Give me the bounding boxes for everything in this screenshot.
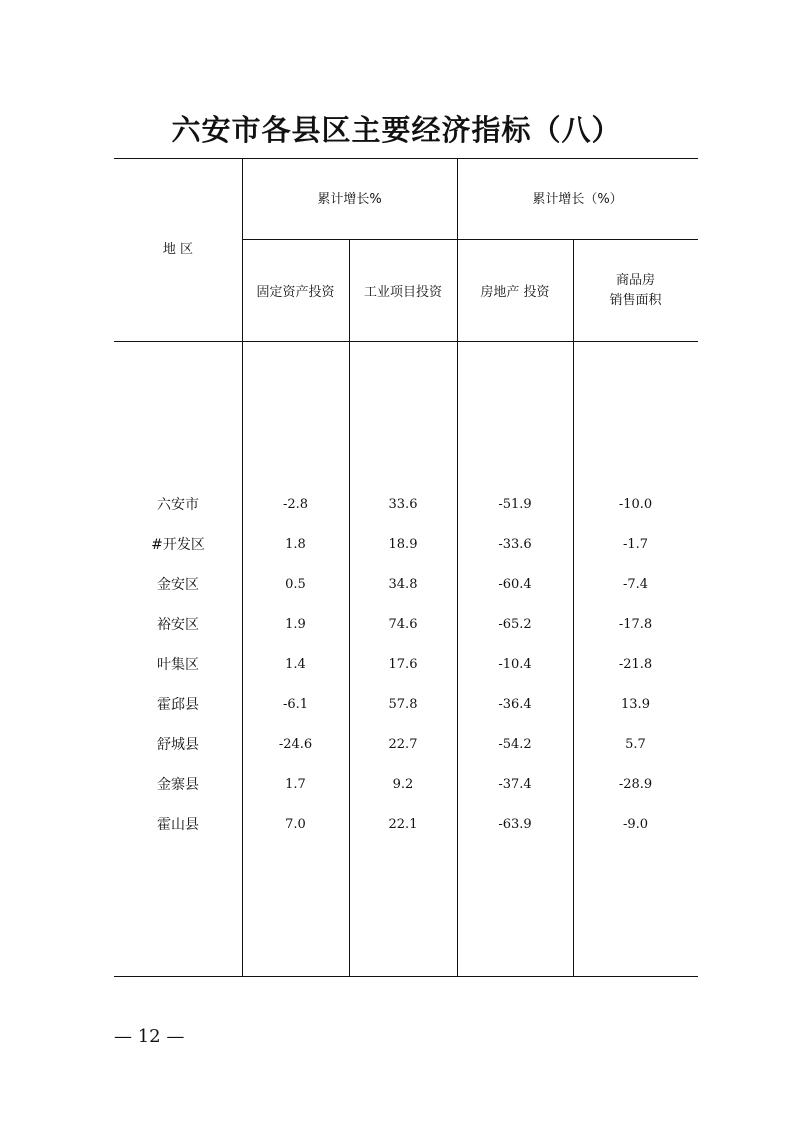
industrial-cell: 18.9 xyxy=(388,537,418,552)
region-cell: 六安市 xyxy=(157,497,199,513)
fixed-asset-cell: 1.7 xyxy=(285,777,306,792)
housing-cell: -17.8 xyxy=(618,617,653,632)
region-cell: #开发区 xyxy=(151,537,205,553)
header-bottom-rule xyxy=(114,341,698,342)
header-real-estate: 房地产 投资 xyxy=(480,285,550,300)
table-bottom-rule xyxy=(114,976,698,977)
column-rule xyxy=(349,239,350,976)
housing-cell: -28.9 xyxy=(618,777,653,792)
industrial-cell: 9.2 xyxy=(392,777,414,792)
industrial-cell: 57.8 xyxy=(388,697,418,712)
region-cell: 霍邱县 xyxy=(157,697,199,713)
region-cell: 金安区 xyxy=(157,577,199,593)
page-title: 六安市各县区主要经济指标（八） xyxy=(171,113,622,147)
industrial-cell: 17.6 xyxy=(388,657,418,672)
header-mid-rule xyxy=(242,239,698,240)
real-estate-cell: -60.4 xyxy=(498,577,532,592)
fixed-asset-cell: -2.8 xyxy=(282,497,309,512)
housing-cell: 13.9 xyxy=(621,697,650,712)
region-cell: 叶集区 xyxy=(157,657,199,673)
real-estate-cell: -37.4 xyxy=(498,777,532,792)
real-estate-cell: -33.6 xyxy=(498,537,532,552)
fixed-asset-cell: 1.4 xyxy=(285,657,306,672)
fixed-asset-cell: 1.9 xyxy=(285,617,306,632)
fixed-asset-cell: 0.5 xyxy=(285,577,306,592)
housing-cell: -7.4 xyxy=(622,577,649,592)
header-industrial-project: 工业项目投资 xyxy=(363,285,442,300)
column-rule xyxy=(242,158,243,976)
header-group-cumulative-2: 累计增长（%） xyxy=(532,192,623,207)
housing-cell: -1.7 xyxy=(622,537,649,552)
fixed-asset-cell: -6.1 xyxy=(282,697,309,712)
housing-cell: -10.0 xyxy=(618,497,653,512)
industrial-cell: 33.6 xyxy=(388,497,418,512)
industrial-cell: 22.7 xyxy=(388,737,418,752)
table-top-rule xyxy=(114,158,698,159)
industrial-cell: 34.8 xyxy=(388,577,418,592)
housing-cell: -21.8 xyxy=(618,657,653,672)
region-cell: 舒城县 xyxy=(157,737,199,753)
header-region: 地 区 xyxy=(162,242,194,257)
region-cell: 裕安区 xyxy=(157,617,199,633)
header-housing-sales-line2: 销售面积 xyxy=(609,293,662,308)
header-fixed-asset: 固定资产投资 xyxy=(256,285,335,300)
column-rule xyxy=(457,158,458,976)
fixed-asset-cell: 7.0 xyxy=(285,817,306,832)
header-group-cumulative-1: 累计增长% xyxy=(317,192,382,207)
fixed-asset-cell: 1.8 xyxy=(285,537,306,552)
header-housing-sales xyxy=(573,271,698,311)
region-cell: 金寨县 xyxy=(157,777,199,793)
real-estate-cell: -65.2 xyxy=(498,617,532,632)
region-cell: 霍山县 xyxy=(157,817,199,833)
real-estate-cell: -51.9 xyxy=(498,497,532,512)
real-estate-cell: -36.4 xyxy=(498,697,532,712)
fixed-asset-cell: -24.6 xyxy=(278,737,313,752)
housing-cell: -9.0 xyxy=(622,817,649,832)
real-estate-cell: -10.4 xyxy=(498,657,532,672)
real-estate-cell: -54.2 xyxy=(498,737,532,752)
header-housing-sales-line1: 商品房 xyxy=(615,273,655,288)
industrial-cell: 74.6 xyxy=(388,617,418,632)
industrial-cell: 22.1 xyxy=(388,817,418,832)
real-estate-cell: -63.9 xyxy=(498,817,532,832)
housing-cell: 5.7 xyxy=(625,737,646,752)
page-number: — 12 — xyxy=(114,1026,185,1047)
column-rule xyxy=(573,239,574,976)
